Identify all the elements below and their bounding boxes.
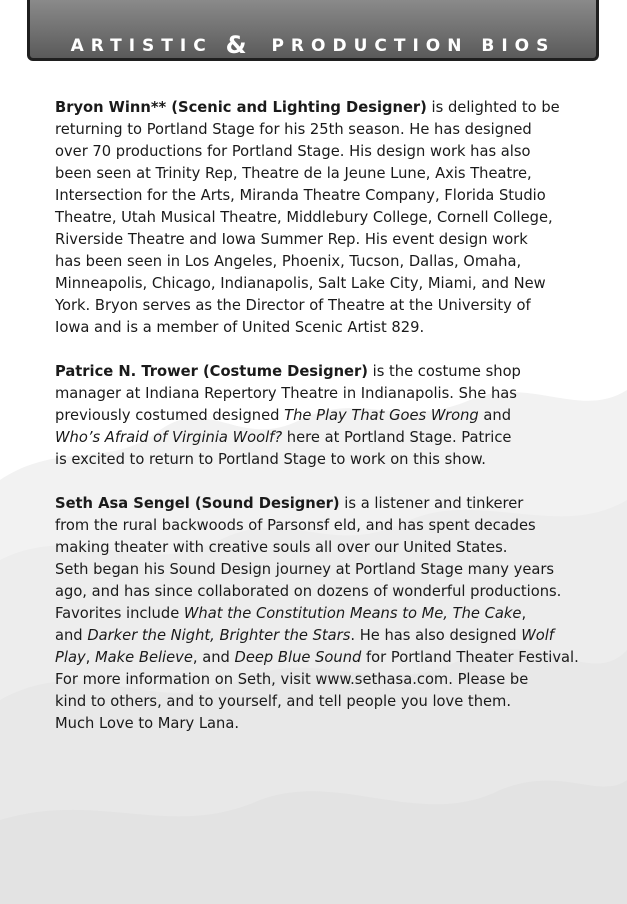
bio-text: is a listener and tinkerer bbox=[339, 495, 524, 512]
title-artistic: ARTISTIC bbox=[70, 36, 213, 56]
production-title: Deep Blue Sound bbox=[234, 649, 362, 666]
bio-line bbox=[55, 273, 585, 295]
production-title: Make Believe bbox=[94, 649, 193, 666]
bio-text: Intersection for the Arts, Miranda Theatre Company, Florida Studio bbox=[55, 187, 546, 204]
bio-line bbox=[55, 119, 585, 141]
bio-patrice-trower bbox=[55, 361, 585, 471]
bio-text: previously costumed designed bbox=[55, 407, 285, 424]
bio-line bbox=[55, 449, 585, 471]
bio-text: Much Love to Mary Lana. bbox=[55, 715, 239, 732]
bio-text: and bbox=[55, 627, 88, 644]
bio-line bbox=[55, 691, 585, 713]
production-title: The Play That Goes Wrong bbox=[284, 407, 479, 424]
bio-text: over 70 productions for Portland Stage. His design work has also bbox=[55, 143, 531, 160]
bio-text: for Portland Theater Festival. bbox=[361, 649, 579, 666]
bio-line bbox=[55, 405, 585, 427]
bio-line bbox=[55, 185, 585, 207]
bio-line bbox=[55, 559, 585, 581]
bio-text: , bbox=[521, 605, 527, 622]
bio-text: Favorites include bbox=[55, 605, 184, 622]
bio-name-heading: Seth Asa Sengel (Sound Designer) bbox=[55, 495, 340, 512]
production-title: Who’s Afraid of Virginia Woolf? bbox=[55, 429, 283, 446]
bio-text: here at Portland Stage. Patrice bbox=[282, 429, 512, 446]
bio-line bbox=[55, 581, 585, 603]
bio-text: Theatre, Utah Musical Theatre, Middlebury College, Cornell College, bbox=[55, 209, 553, 226]
bio-line bbox=[55, 207, 585, 229]
bio-name-heading: Bryon Winn** (Scenic and Lighting Designer) bbox=[55, 99, 427, 116]
bio-line bbox=[55, 141, 585, 163]
bio-line bbox=[55, 515, 585, 537]
bio-line bbox=[55, 493, 585, 515]
production-title: What the Constitution Means to Me, The Cake bbox=[183, 605, 522, 622]
bio-text: making theater with creative souls all over our United States. bbox=[55, 539, 508, 556]
bio-text: York. Bryon serves as the Director of Theatre at the University of bbox=[55, 297, 531, 314]
bio-line bbox=[55, 669, 585, 691]
bio-text: . He has also designed bbox=[350, 627, 522, 644]
bio-line bbox=[55, 295, 585, 317]
bio-text: For more information on Seth, visit www.sethasa.com. Please be bbox=[55, 671, 529, 688]
bio-text: is excited to return to Portland Stage to work on this show. bbox=[55, 451, 486, 468]
bio-text: from the rural backwoods of Parsonsf eld, and has spent decades bbox=[55, 517, 536, 534]
bio-text: Seth began his Sound Design journey at Portland Stage many years bbox=[55, 561, 555, 578]
title-production-bios: PRODUCTION BIOS bbox=[271, 36, 556, 56]
bio-line bbox=[55, 625, 585, 647]
bios-content bbox=[55, 97, 585, 757]
bio-line bbox=[55, 251, 585, 273]
bio-line bbox=[55, 427, 585, 449]
bio-text: Iowa and is a member of United Scenic Artist 829. bbox=[55, 319, 425, 336]
bio-line bbox=[55, 97, 585, 119]
bio-name-heading: Patrice N. Trower (Costume Designer) bbox=[55, 363, 368, 380]
bio-line bbox=[55, 713, 585, 735]
section-header bbox=[27, 0, 599, 61]
bio-seth-sengel bbox=[55, 493, 585, 735]
bio-text: is delighted to be bbox=[426, 99, 560, 116]
bio-text: and bbox=[478, 407, 512, 424]
bio-line bbox=[55, 163, 585, 185]
bio-text: is the costume shop bbox=[367, 363, 521, 380]
bio-text: , and bbox=[192, 649, 235, 666]
bio-text: has been seen in Los Angeles, Phoenix, Tucson, Dallas, Omaha, bbox=[55, 253, 522, 270]
bio-line bbox=[55, 647, 585, 669]
section-title bbox=[30, 29, 596, 57]
bio-line bbox=[55, 603, 585, 625]
bio-line bbox=[55, 361, 585, 383]
bio-text: , bbox=[85, 649, 95, 666]
bio-text: Riverside Theatre and Iowa Summer Rep. His event design work bbox=[55, 231, 528, 248]
title-ampersand: & bbox=[225, 31, 259, 59]
bio-text: Minneapolis, Chicago, Indianapolis, Salt Lake City, Miami, and New bbox=[55, 275, 546, 292]
bio-text: manager at Indiana Repertory Theatre in Indianapolis. She has bbox=[55, 385, 517, 402]
bio-text: returning to Portland Stage for his 25th season. He has designed bbox=[55, 121, 532, 138]
bio-line bbox=[55, 229, 585, 251]
production-title: Darker the Night, Brighter the Stars bbox=[87, 627, 351, 644]
bio-text: been seen at Trinity Rep, Theatre de la Jeune Lune, Axis Theatre, bbox=[55, 165, 532, 182]
bio-line bbox=[55, 537, 585, 559]
production-title: Play bbox=[55, 649, 86, 666]
production-title: Wolf bbox=[521, 627, 554, 644]
bio-bryon-winn bbox=[55, 97, 585, 339]
bio-line bbox=[55, 317, 585, 339]
bio-text: ago, and has since collaborated on dozens of wonderful productions. bbox=[55, 583, 562, 600]
bio-text: kind to others, and to yourself, and tell people you love them. bbox=[55, 693, 512, 710]
bio-line bbox=[55, 383, 585, 405]
